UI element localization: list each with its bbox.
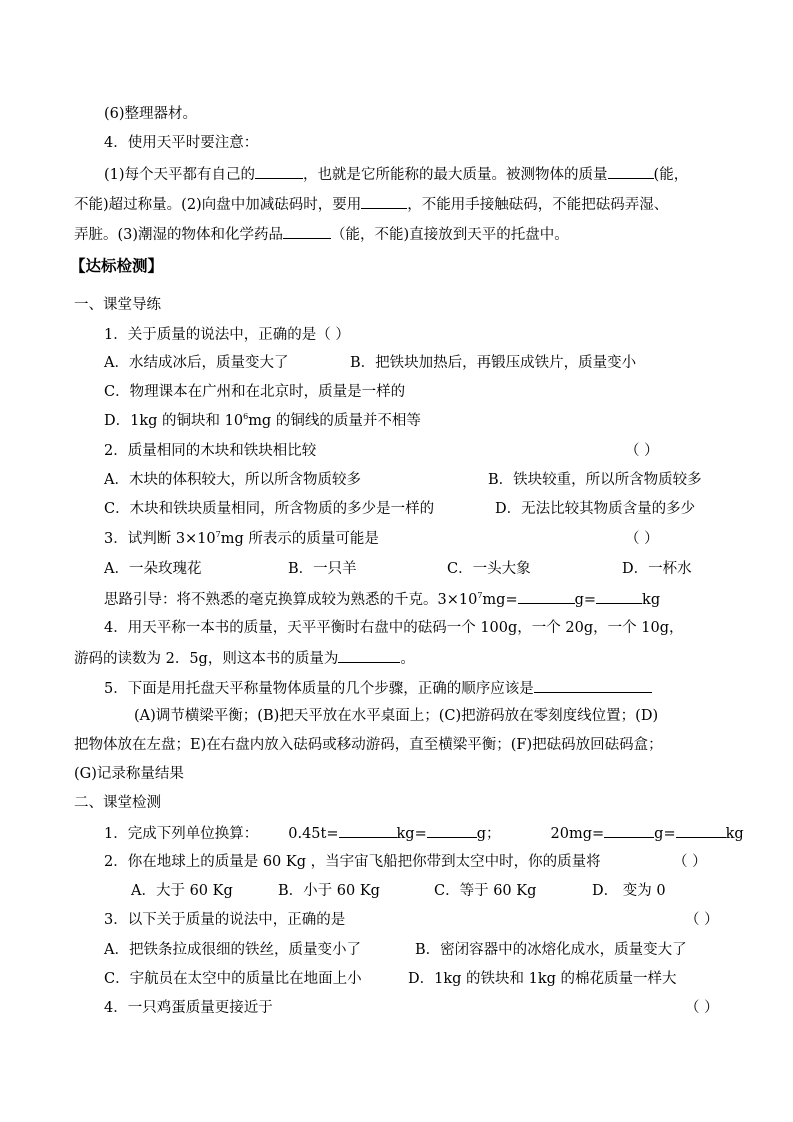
- answer-paren[interactable]: （ ）: [673, 854, 707, 870]
- check-3-option-b: B．密闭容器中的冰熔化成水，质量变大了: [415, 942, 687, 958]
- question-3: 3．试判断 $3\times 10^7mg$ 所表示的质量可能是: [104, 530, 379, 547]
- check-3-option-c: C．宇航员在太空中的质量比在地面上小: [104, 971, 362, 987]
- text-line: 弄脏。(3)潮湿的物体和化学药品 （能，不能)直接放到天平的托盘中。: [74, 223, 569, 245]
- fill-blank[interactable]: [676, 822, 726, 838]
- part-heading: 二、课堂检测: [74, 795, 161, 811]
- text-line: 4．使用天平时要注意：: [104, 135, 259, 151]
- answer-paren[interactable]: （ ）: [685, 912, 719, 928]
- check-1: 1．完成下列单位换算： 0.45t= kg= g； 20mg= g= kg: [104, 822, 744, 844]
- question-1-option-c: C．物理课本在广州和在北京时，质量是一样的: [104, 384, 406, 400]
- question-5: 5．下面是用托盘天平称量物体质量的几个步骤，正确的顺序应该是: [104, 677, 652, 699]
- fill-blank[interactable]: [339, 822, 397, 838]
- question-1: 1．关于质量的说法中，正确的是（ ）: [104, 327, 350, 343]
- question-5-steps: 把物体放在左盘；E)在右盘内放入砝码或移动游码，直至横梁平衡；(F)把砝码放回砝码盒；: [74, 737, 663, 753]
- question-3-option-b: B．一只羊: [288, 561, 357, 577]
- question-4: 4．用天平称一本书的质量，天平平衡时右盘中的砝码一个 100g，一个 20g，一个 10g，: [104, 620, 684, 636]
- answer-paren[interactable]: （ ）: [625, 443, 659, 459]
- text-line: (6)整理器材。: [104, 106, 198, 122]
- question-2: 2．质量相同的木块和铁块相比较: [104, 443, 317, 459]
- question-1-option-d: D．1kg 的铜块和 $10^6mg$ 的铜线的质量并不相等: [104, 412, 421, 429]
- fill-blank[interactable]: [608, 163, 654, 179]
- fill-blank[interactable]: [534, 677, 652, 693]
- answer-paren[interactable]: （ ）: [625, 531, 659, 547]
- check-2: 2．你在地球上的质量是 60 Kg ，当宇宙飞船把你带到太空中时，你的质量将: [104, 854, 601, 870]
- question-4-cont: 游码的读数为 2．5g，则这本书的质量为 。: [74, 647, 415, 669]
- fill-blank[interactable]: [255, 163, 303, 179]
- question-3-option-c: C．一头大象: [447, 561, 531, 577]
- text-line: 不能)超过称量。(2)向盘中加减砝码时，要用 ，不能用手接触砝码，不能把砝码弄湿、: [74, 193, 668, 215]
- question-1-option-a: A．水结成冰后，质量变大了: [104, 355, 289, 371]
- check-3-option-d: D．1kg 的铁块和 1kg 的棉花质量一样大: [408, 971, 677, 987]
- section-title: 【达标检测】: [70, 256, 164, 275]
- fill-blank[interactable]: [518, 588, 575, 604]
- answer-paren[interactable]: （ ）: [685, 1000, 719, 1016]
- fill-blank[interactable]: [604, 822, 654, 838]
- question-5-steps: (A)调节横梁平衡；(B)把天平放在水平桌面上；(C)把游码放在零刻度线位置；(D): [134, 708, 659, 724]
- fill-blank[interactable]: [338, 647, 400, 663]
- part-heading: 一、课堂导练: [74, 297, 161, 313]
- question-2-option-c: C．木块和铁块质量相同，所含物质的多少是一样的: [104, 501, 435, 517]
- check-3: 3．以下关于质量的说法中，正确的是: [104, 912, 346, 928]
- fill-blank[interactable]: [283, 223, 331, 239]
- question-2-option-d: D．无法比较其物质含量的多少: [495, 501, 696, 517]
- question-1-option-b: B．把铁块加热后，再锻压成铁片，质量变小: [350, 355, 637, 371]
- fill-blank[interactable]: [596, 588, 642, 604]
- check-2-option-c: C．等于 60 Kg: [434, 883, 537, 899]
- check-2-option-b: B．小于 60 Kg: [278, 883, 380, 899]
- question-3-option-d: D．一杯水: [622, 561, 692, 577]
- text-line: (1)每个天平都有自己的 ，也就是它所能称的最大质量。被测物体的质量 (能，: [104, 163, 688, 185]
- question-2-option-b: B．铁块较重，所以所含物质较多: [488, 472, 702, 488]
- check-3-option-a: A．把铁条拉成很细的铁丝，质量变小了: [104, 942, 361, 958]
- question-3-option-a: A．一朵玫瑰花: [104, 561, 202, 577]
- question-5-steps: (G)记录称量结果: [74, 766, 184, 782]
- check-4: 4．一只鸡蛋质量更接近于: [104, 1000, 273, 1016]
- check-2-option-a: A．大于 60 Kg: [131, 883, 233, 899]
- fill-blank[interactable]: [427, 822, 477, 838]
- hint-line: 思路引导：将不熟悉的毫克换算成较为熟悉的千克。$3\times 10^7mg= g=$ kg: [104, 588, 660, 610]
- question-2-option-a: A．木块的体积较大，所以所含物质较多: [104, 472, 361, 488]
- fill-blank[interactable]: [361, 193, 407, 209]
- check-2-option-d: D． 变为 0: [592, 883, 666, 899]
